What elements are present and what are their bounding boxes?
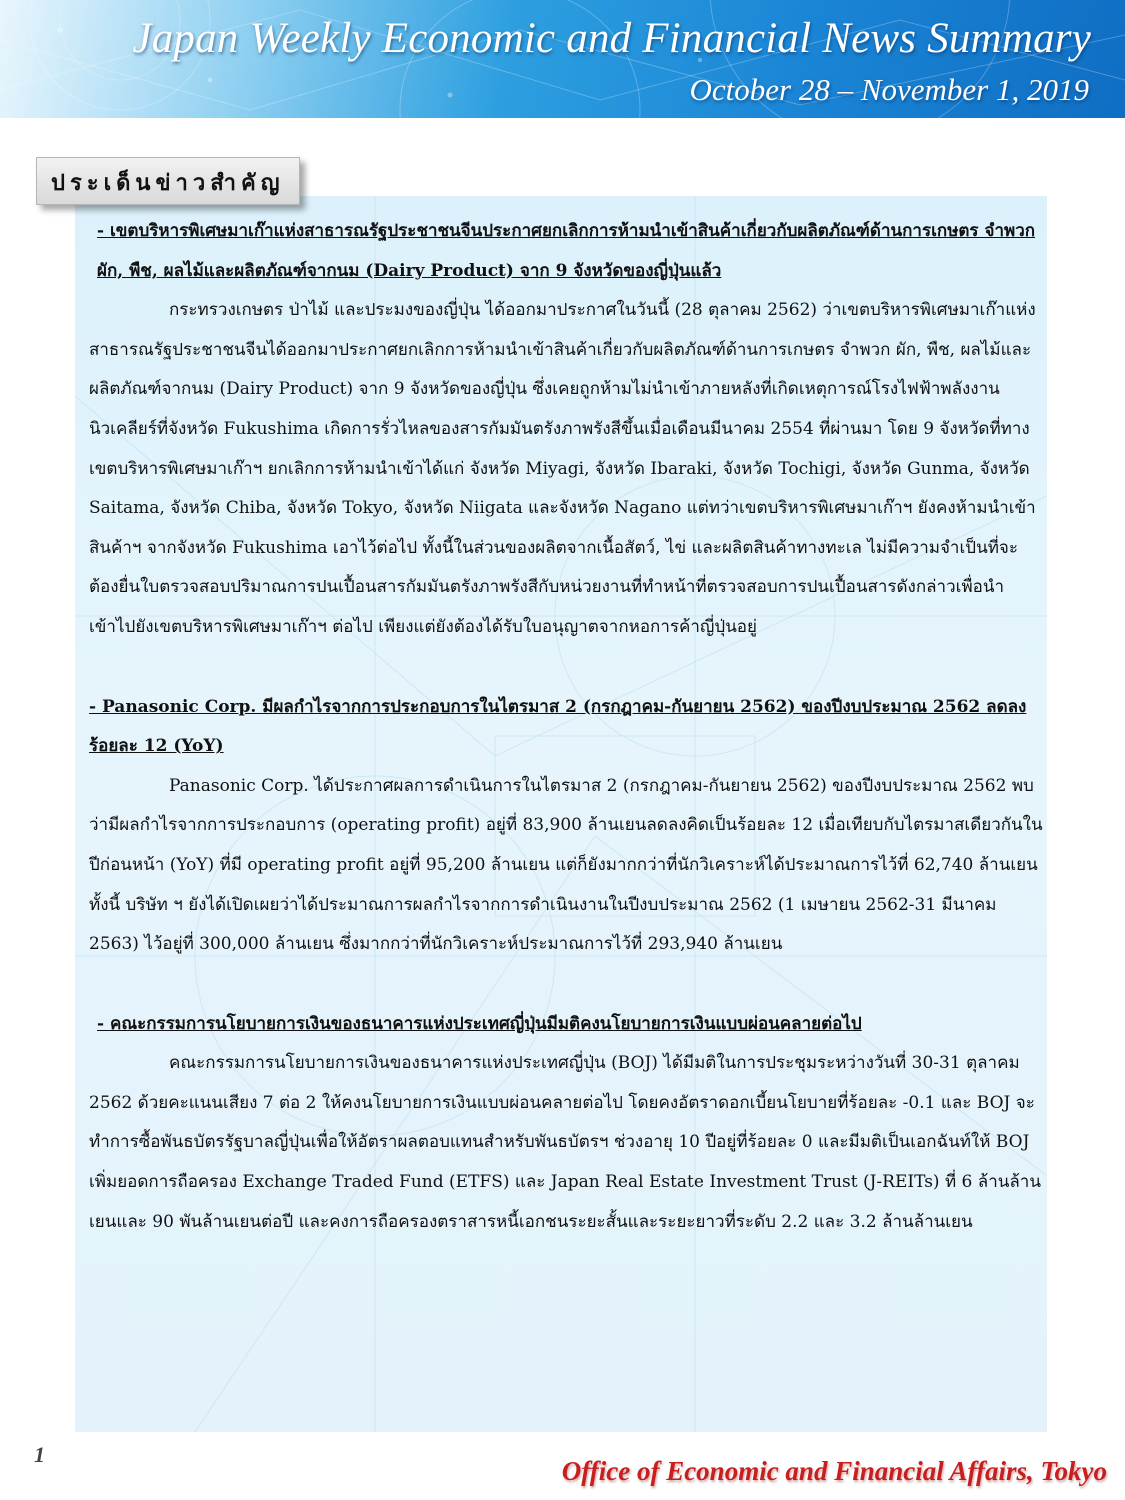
section-tag: [36, 157, 300, 205]
article-body: Panasonic Corp. ได้ประกาศผลการดำเนินการในไตรมาส 2 (กรกฎาคม-กันยายน 2562) ของปีงบประมาณ 2562 พบว่ามีผลกำไรจากการประกอบการ (operating profit) อยู่ที่ 83,900 ล้านเยนลดลงคิดเป็นร้อยละ 12 เมื่อเทียบกับไตรมาสเดียวกันในปีก่อนหน้า (YoY) ที่มี operating profit อยู่ที่ 95,200 ล้านเยน แต่ก็ยังมากกว่าที่นักวิเคราะห์ได้ประมาณการไว้ที่ 62,740 ล้านเยน ทั้งนี้ บริษัท ฯ ยังได้เปิดเผยว่าได้ประมาณการผลกำไรจากการดำเนินงานในปีงบประมาณ 2562 (1 เมษายน 2562-31 มีนาคม 2563) ไว้อยู่ที่ 300,000 ล้านเยน ซึ่งมากกว่าที่นักวิเคราะห์ประมาณการไว้ที่ 293,940 ล้านเยน: [89, 775, 1043, 955]
article-body: คณะกรรมการนโยบายการเงินของธนาคารแห่งประเทศญี่ปุ่น (BOJ) ได้มีมติในการประชุมระหว่างวันที่ 30-31 ตุลาคม 2562 ด้วยคะแนนเสียง 7 ต่อ 2 ให้คงนโยบายการเงินแบบผ่อนคลายต่อไป โดยคงอัตราดอกเบี้ยนโยบายที่ร้อยละ -0.1 และ BOJ จะทำการซื้อพันธบัตรรัฐบาลญี่ปุ่นเพื่อให้อัตราผลตอบแทนสำหรับพันธบัตรฯ ช่วงอายุ 10 ปีอยู่ที่ร้อยละ 0 และมีมติเป็นเอกฉันท์ให้ BOJ เพิ่มยอดการถือครอง Exchange Traded Fund (ETFS) และ Japan Real Estate Investment Trust (J-REITs) ที่ 6 ล้านล้านเยนและ 90 พันล้านเยนต่อปี และคงการถือครองตราสารหนี้เอกชนระยะสั้นและระยะยาวที่ระดับ 2.2 และ 3.2 ล้านล้านเยน: [89, 1053, 1041, 1232]
article-headline: - Panasonic Corp. มีผลกำไรจากการประกอบการในไตรมาส 2 (กรกฎาคม-กันยายน 2562) ของปีงบประมาณ 2562 ลดลงร้อยละ 12 (YoY): [89, 696, 1027, 757]
article-panasonic: [89, 688, 1044, 965]
article-body: กระทรวงเกษตร ป่าไม้ และประมงของญี่ปุ่น ได้ออกมาประกาศในวันนี้ (28 ตุลาคม 2562) ว่าเขตบริหารพิเศษมาเก๊าแห่งสาธารณรัฐประชาชนจีนได้ออกมาประกาศยกเลิกการห้ามนำเข้าสินค้าเกี่ยวกับผลิตภัณฑ์ด้านการเกษตร จำพวก ผัก, พืช, ผลไม้และผลิตภัณฑ์จากนม (Dairy Product) จาก 9 จังหวัดของญี่ปุ่น ซึ่งเคยถูกห้ามไม่นำเข้าภายหลังที่เกิดเหตุการณ์โรงไฟฟ้าพลังงานนิวเคลียร์ที่จังหวัด Fukushima เกิดการรั่วไหลของสารกัมมันตรังภาพรังสีขึ้นเมื่อเดือนมีนาคม 2554 ที่ผ่านมา โดย 9 จังหวัดที่ทางเขตบริหารพิเศษมาเก๊าฯ ยกเลิกการห้ามนำเข้าได้แก่ จังหวัด Miyagi, จังหวัด Ibaraki, จังหวัด Tochigi, จังหวัด Gunma, จังหวัด Saitama, จังหวัด Chiba, จังหวัด Tokyo, จังหวัด Niigata และจังหวัด Nagano แต่ทว่าเขตบริหารพิเศษมาเก๊าฯ ยังคงห้ามนำเข้าสินค้าฯ จากจังหวัด Fukushima เอาไว้ต่อไป ทั้งนี้ในส่วนของผลิตจากเนื้อสัตว์, ไข่ และผลิตสินค้าทางทะเล ไม่มีความจำเป็นที่จะต้องยื่นใบตรวจสอบปริมาณการปนเปื้อนสารกัมมันตรังภาพรังสีกับหน่วยงานที่ทำหน้าที่ตรวจสอบการปนเปื้อนสารดังกล่าวเพื่อนำเข้าไปยังเขตบริหารพิเศษมาเก๊าฯ ต่อไป เพียงแต่ยังต้องได้รับใบอนุญาตจากหอการค้าญี่ปุ่นอยู่: [89, 300, 1036, 637]
article-list: [89, 212, 1044, 1242]
article-boj-policy: [89, 1005, 1044, 1243]
report-title: Japan Weekly Economic and Financial News Summary: [132, 15, 1091, 62]
report-date-range: October 28 – November 1, 2019: [689, 72, 1089, 107]
page-number: 1: [34, 1442, 45, 1467]
section-tag-label: ประเด็นข่าวสำคัญ: [51, 171, 285, 196]
article-macau-import: [89, 212, 1044, 648]
article-headline: - คณะกรรมการนโยบายการเงินของธนาคารแห่งประเทศญี่ปุ่นมีมติคงนโยบายการเงินแบบผ่อนคลายต่อไป: [97, 1013, 862, 1034]
article-headline: - เขตบริหารพิเศษมาเก๊าแห่งสาธารณรัฐประชาชนจีนประกาศยกเลิกการห้ามนำเข้าสินค้าเกี่ยวกับผลิตภัณฑ์ด้านการเกษตร จำพวก ผัก, พืช, ผลไม้และผลิตภัณฑ์จากนม (Dairy Product) จาก 9 จังหวัดของญี่ปุ่นแล้ว: [97, 221, 1036, 281]
header-banner: [0, 0, 1125, 118]
office-footer: Office of Economic and Financial Affairs, Tokyo: [561, 1456, 1107, 1486]
